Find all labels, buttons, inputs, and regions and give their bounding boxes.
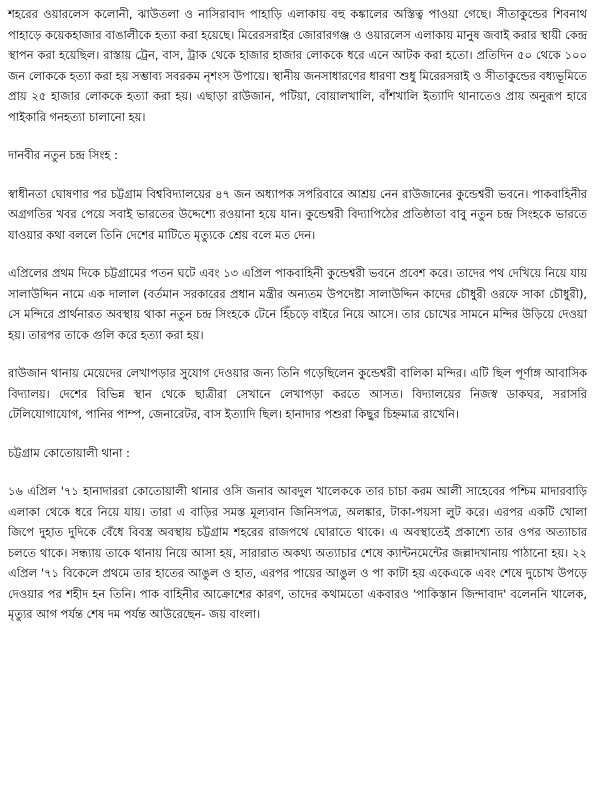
section-heading-kotwali-thana: চট্টগ্রাম কোতোয়ালী থানা : xyxy=(8,445,130,460)
paragraph-mass-killings: শহরের ওয়ারলেস কলোনী, ঝাউতলা ও নাসিরাবাদ পাহাড়ি এলাকায় বহু কঙ্কালের অস্তিত্ব পাওয়া গেছে। সীতাকুন্ডের শিবনাথ পাহাড়ে কয়েকহাজার বাঙালীকে হত্যা করা হয়েছে। মিরেরসরাইর জোরারগঞ্জ ও ওয়ারলেস এলাকায় মানুষ জবাই করার স্থায়ী কেন্দ্র স্থাপন করা হয়েছিল। রাস্তায় ট্রেন, বাস, ট্রাক থেকে হাজার হাজার লোককে ধরে এনে আটক করা হতো। প্রতিদিন ৫০ থেকে ১০০ জন লোককে হত্যা করা হয় সম্ভাব্য সবরকম নৃশংস উপায়ে। স্থানীয় জনসাধারণের ধারণা শুধু মিরেরসরাই ও সীতাকুন্ডের বধ্যভূমিতে প্রায় ২৫ হাজার লোককে হত্যা করা হয়। এছাড়া রাউজান, পটিয়া, বোয়ালখালি, বাঁশখালি ইত্যাদি থানাতেও প্রায় অনুরূপ হারে পাইকারি গনহত্যা চালানো হয়। xyxy=(8,7,587,124)
spacer xyxy=(8,463,587,481)
paragraph-oc-abdul-khalek: ১৬ এপ্রিল '৭১ হানাদাররা কোতোয়ালী থানার ওসি জনাব আবদুল খালেককে তার চাচা করম আলী সাহেবের পশ্চিম মাদারবাড়ি এলাকা থেকে ধরে নিয়ে যায়। তারা এ বাড়ির সমস্ত মূল্যবান জিনিসপত্র, অলঙ্কার, টাকা-পয়সা লুট করে। এরপর একটি খোলা জিপে দুহাত দুদিকে বেঁধে বিবস্ত্র অবস্থায় চট্টগ্রাম শহরের রাজপথে ঘোরাতে থাকে। এ অবস্থাতেই প্রকাশ্যে তার ওপর অত্যাচার চলতে থাকে। সন্ধ্যায় তাকে থানায় নিয়ে আসা হয়, সারারাত অকথ্য অত্যাচার শেষে ক্যান্টনমেন্টের জল্লাদখানায় পাঠানো হয়। ২২ এপ্রিল '৭১ বিকেলে প্রথমে তার হাতের আঙুল ও হাত, এরপর পায়ের আঙুল ও পা কাটা হয় একেএকে এবং শেষে দুচোখ উপড়ে দেওয়ার পর শহীদ হন তিনি। পাক বাহিনীর আক্রোশের কারণ, তাদের কথামতো একবারও 'পাকিস্তান জিন্দাবাদ' বলেননি খালেক, মৃত্যুর আগ পর্যন্ত শেষ দম পর্যন্ত আউরেছেন- জয় বাংলা। xyxy=(8,484,587,621)
spacer xyxy=(8,127,587,145)
paragraph-professors-shelter: স্বাধীনতা ঘোষণার পর চট্টগ্রাম বিশ্ববিদ্যালয়ের ৪৭ জন অধ্যাপক সপরিবারে আশ্রয় নেন রাউজানের কুন্ডেশ্বরী ভবনে। পাকবাহিনীর অগ্রগতির খবর পেয়ে সবাই ভারতের উদ্দেশ্যে রওয়ানা হয়ে যান। কুন্ডেশ্বরী বিদ্যাপিঠের প্রতিষ্ঠাতা বাবু নতুন চন্দ্র সিংহকে ভারতে যাওয়ার কথা বললে তিনি দেশের মাটিতে মৃত্যুকে শ্রেয় বলে মত দেন। xyxy=(8,186,587,242)
spacer xyxy=(8,245,587,263)
spacer xyxy=(8,345,587,363)
section-heading-nutan-chandra-singha: দানবীর নতুন চন্দ্র সিংহ : xyxy=(8,148,118,162)
spacer xyxy=(8,425,587,443)
paragraph-fall-of-chittagong: এপ্রিলের প্রথম দিকে চট্টগ্রামের পতন ঘটে এবং ১৩ এপ্রিল পাকবাহিনী কুন্ডেশ্বরী ভবনে প্রবেশ করে। তাদের পথ দেখিয়ে নিয়ে যায় সালাউদ্দিন নামে এক দালাল (বর্তমান সরকারের প্রধান মন্ত্রীর অন্যতম উপদেষ্টা সালাউদ্দিন কাদের চৌধুরী ওরফে সাকা চৌধুরী), সে মন্দিরে প্রার্থনারত অবস্থায় থাকা নতুন চন্দ্র সিংহকে টেনে হিঁচড়ে বাইরে নিয়ে আসে। তার চোখের সামনে মন্দির উড়িয়ে দেওয়া হয়। তারপর তাকে গুলি করে হত্যা করা হয়। xyxy=(8,266,587,342)
paragraph-girls-school: রাউজান থানায় মেয়েদের লেখাপড়ার সুযোগ দেওয়ার জন্য তিনি গড়েছিলেন কুন্ডেশ্বরী বালিকা মন্দির। এটি ছিল পূর্ণাঙ্গ আবাসিক বিদ্যালয়। দেশের বিভিন্ন স্থান থেকে ছাত্রীরা সেখানে লেখাপড়া করতে আসত। বিদ্যালয়ের নিজস্ব ডাকঘর, সরাসরি টেলিযোগাযোগ, পানির পাম্প, জেনারেটর, বাস ইত্যাদি ছিল। হানাদার পশুরা কিছুর চিহ্নমাত্র রাখেনি। xyxy=(8,366,587,421)
spacer xyxy=(8,166,587,184)
